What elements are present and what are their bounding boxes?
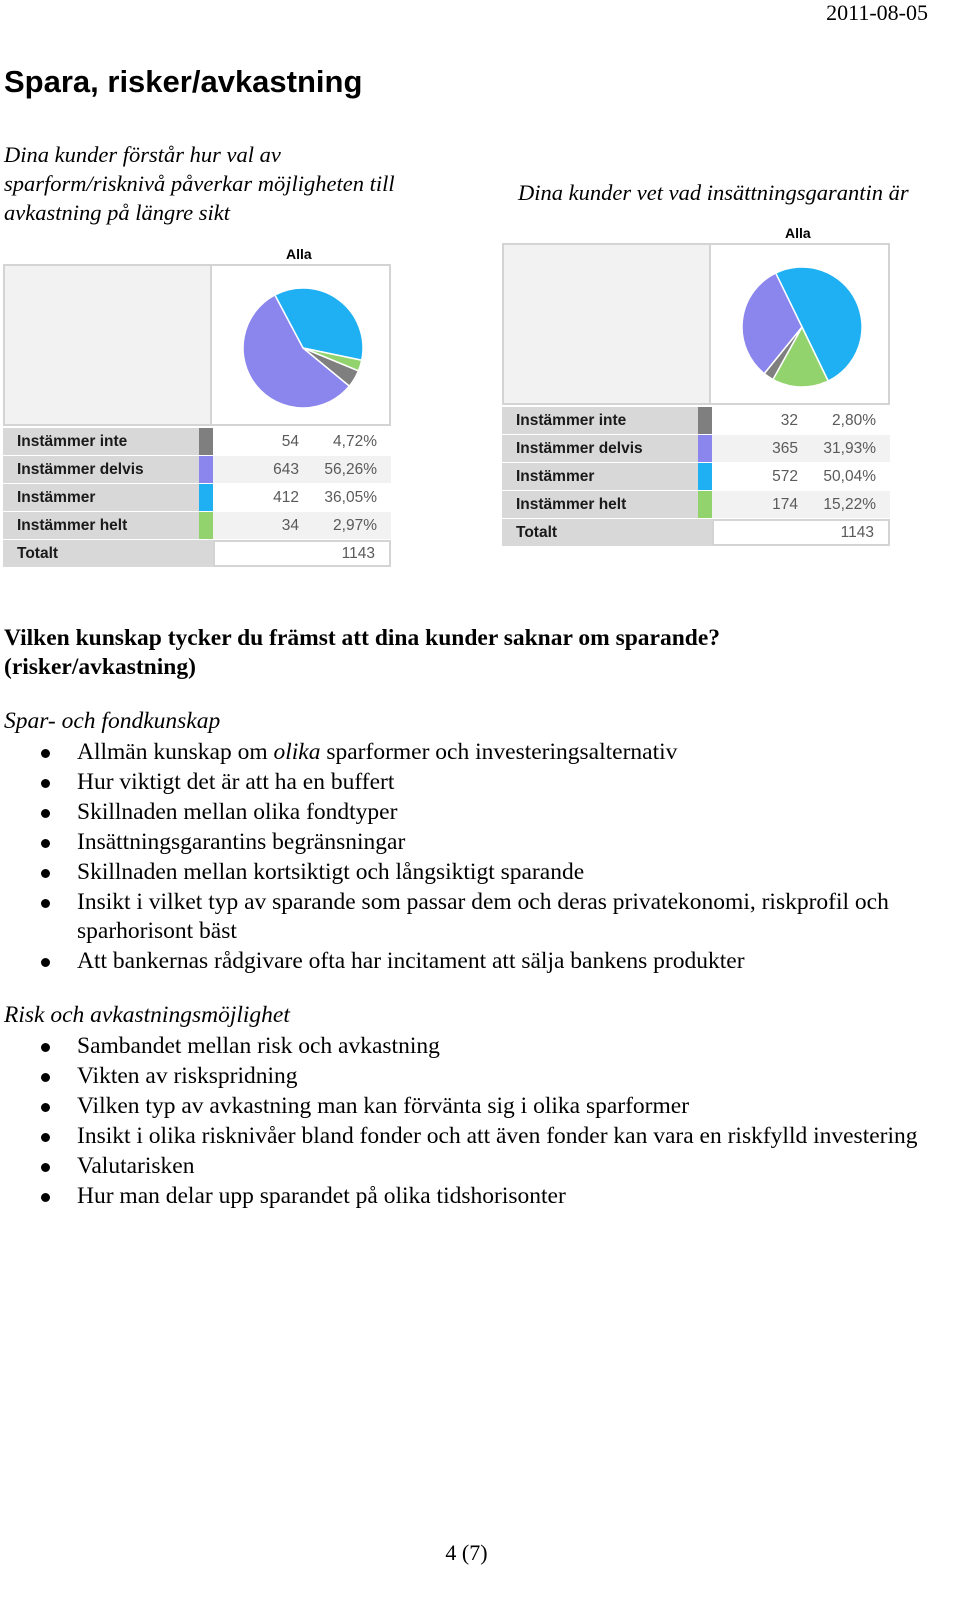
row-label: Instämmer helt xyxy=(3,512,199,539)
bullet-icon xyxy=(41,1073,50,1082)
knowledge-question-line: Vilken kunskap tycker du främst att dina kunder saknar om sparande? xyxy=(4,625,721,651)
section-title: Risk och avkastningsmöjlighet xyxy=(4,1002,290,1028)
row-count: 54 xyxy=(281,433,299,450)
row-percent: 50,04% xyxy=(823,468,876,485)
bullet-icon xyxy=(41,958,50,967)
list-item: Insikt i olika risknivåer bland fonder och att även fonder kan vara en riskfylld investering xyxy=(0,1122,937,1151)
right-data-table xyxy=(502,407,890,547)
left-chart-panel xyxy=(3,264,391,426)
bullet-icon xyxy=(41,1193,50,1202)
list-item: Skillnaden mellan kortsiktigt och långsiktigt sparande xyxy=(0,858,937,887)
knowledge-question-line: (risker/avkastning) xyxy=(4,654,196,680)
bullet-icon xyxy=(41,899,50,908)
row-count: 412 xyxy=(273,489,299,506)
row-values xyxy=(712,491,890,518)
row-count: 174 xyxy=(772,496,798,513)
right-pie-chart xyxy=(711,245,890,403)
row-percent: 4,72% xyxy=(333,433,377,450)
left-chart xyxy=(3,240,393,570)
legend-swatch xyxy=(199,428,213,455)
table-total-row xyxy=(502,519,890,546)
row-label: Instämmer inte xyxy=(3,428,199,455)
row-label: Instämmer delvis xyxy=(3,456,199,483)
right-chart xyxy=(502,219,892,549)
row-count: 643 xyxy=(273,461,299,478)
bullet-icon xyxy=(41,839,50,848)
bullet-list xyxy=(0,1032,937,1212)
table-row xyxy=(3,428,391,455)
row-percent: 36,05% xyxy=(324,489,377,506)
total-label: Totalt xyxy=(502,519,712,546)
row-percent: 2,80% xyxy=(832,412,876,429)
bullet-icon xyxy=(41,1163,50,1172)
table-row xyxy=(502,491,890,518)
row-label: Instämmer xyxy=(3,484,199,511)
right-chart-blank-area xyxy=(504,245,711,403)
row-label: Instämmer helt xyxy=(502,491,698,518)
row-values xyxy=(712,519,890,546)
emphasis: olika xyxy=(273,739,321,765)
table-total-row xyxy=(3,540,391,567)
total-label: Totalt xyxy=(3,540,213,567)
bullet-icon xyxy=(41,1133,50,1142)
bullet-icon xyxy=(41,749,50,758)
row-values xyxy=(712,407,890,434)
row-percent: 56,26% xyxy=(324,461,377,478)
row-values xyxy=(213,540,391,567)
table-row xyxy=(502,463,890,490)
legend-swatch xyxy=(199,484,213,511)
left-question-line: avkastning på längre sikt xyxy=(4,200,231,225)
table-row xyxy=(3,456,391,483)
row-values xyxy=(213,428,391,455)
list-item: Hur man delar upp sparandet på olika tidshorisonter xyxy=(0,1182,937,1211)
legend-swatch xyxy=(698,463,712,490)
row-label: Instämmer delvis xyxy=(502,435,698,462)
list-item: Skillnaden mellan olika fondtyper xyxy=(0,798,937,827)
row-count: 365 xyxy=(772,440,798,457)
legend-swatch xyxy=(698,407,712,434)
row-count: 34 xyxy=(281,517,299,534)
total-count: 1143 xyxy=(840,524,874,541)
row-label: Instämmer inte xyxy=(502,407,698,434)
left-pie-area xyxy=(212,266,389,424)
row-count: 572 xyxy=(772,468,798,485)
page-title: Spara, risker/avkastning xyxy=(4,64,363,99)
left-question xyxy=(4,140,444,227)
list-item: Att bankernas rådgivare ofta har incitament att sälja bankens produkter xyxy=(0,947,937,976)
legend-swatch xyxy=(199,512,213,539)
row-label: Instämmer xyxy=(502,463,698,490)
bullet-icon xyxy=(41,869,50,878)
total-count: 1143 xyxy=(341,545,375,562)
row-values xyxy=(213,484,391,511)
row-percent: 31,93% xyxy=(823,440,876,457)
row-values xyxy=(712,435,890,462)
table-row xyxy=(3,512,391,539)
row-percent: 15,22% xyxy=(823,496,876,513)
row-count: 32 xyxy=(780,412,798,429)
bullet-icon xyxy=(41,809,50,818)
legend-swatch xyxy=(698,435,712,462)
table-row xyxy=(502,407,890,434)
list-item: Hur viktigt det är att ha en buffert xyxy=(0,768,937,797)
list-item: Valutarisken xyxy=(0,1152,937,1181)
bullet-list xyxy=(0,738,937,977)
document-date: 2011-08-05 xyxy=(826,0,928,25)
left-pie-chart xyxy=(212,266,391,424)
list-item: Insättningsgarantins begränsningar xyxy=(0,828,937,857)
list-item: Vilken typ av avkastning man kan förvänta sig i olika sparformer xyxy=(0,1092,937,1121)
right-chart-panel xyxy=(502,243,890,405)
list-item: Vikten av riskspridning xyxy=(0,1062,937,1091)
right-chart-label: Alla xyxy=(785,225,811,241)
list-item: Sambandet mellan risk och avkastning xyxy=(0,1032,937,1061)
bullet-icon xyxy=(41,779,50,788)
list-item: Allmän kunskap om olika sparformer och investeringsalternativ xyxy=(0,738,937,767)
bullet-icon xyxy=(41,1103,50,1112)
list-item: Insikt i vilket typ av sparande som passar dem och deras privatekonomi, riskprofil och sparhorisont bäst xyxy=(0,888,937,946)
row-values xyxy=(213,512,391,539)
legend-swatch xyxy=(199,456,213,483)
left-chart-blank-area xyxy=(5,266,212,424)
table-row xyxy=(502,435,890,462)
section-title: Spar- och fondkunskap xyxy=(4,708,221,734)
row-values xyxy=(213,456,391,483)
right-pie-area xyxy=(711,245,888,403)
knowledge-question xyxy=(4,624,720,682)
left-data-table xyxy=(3,428,391,568)
row-percent: 2,97% xyxy=(333,517,377,534)
left-question-line: sparform/risknivå påverkar möjligheten till xyxy=(4,171,395,196)
row-values xyxy=(712,463,890,490)
table-row xyxy=(3,484,391,511)
bullet-icon xyxy=(41,1043,50,1052)
left-chart-label: Alla xyxy=(286,246,312,262)
legend-swatch xyxy=(698,491,712,518)
right-question: Dina kunder vet vad insättningsgarantin är xyxy=(518,180,909,205)
page-number: 4 (7) xyxy=(445,1540,488,1565)
left-question-line: Dina kunder förstår hur val av xyxy=(4,142,281,167)
